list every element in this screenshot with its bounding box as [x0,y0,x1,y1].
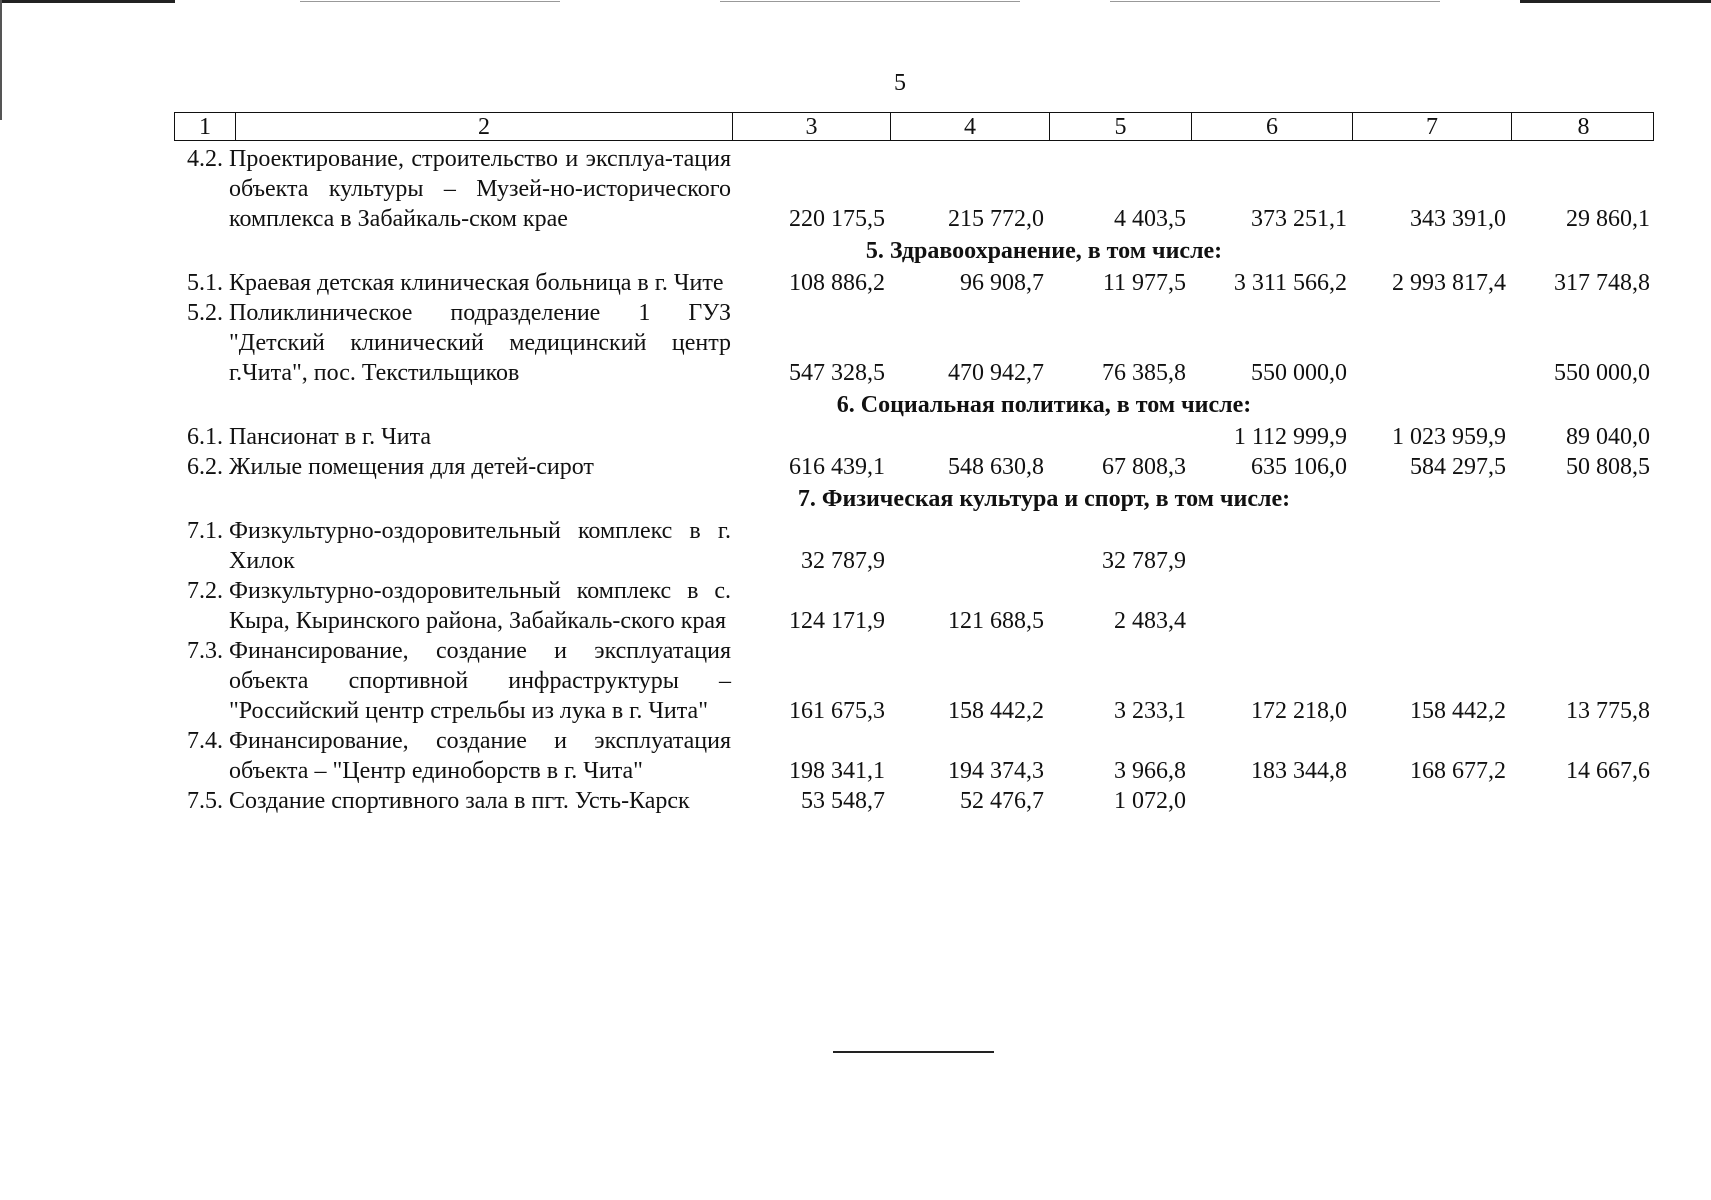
row-number: 5.2. [187,300,223,326]
object-name: Создание спортивного зала в пгт. Усть-Карск [229,788,690,814]
row-number: 6.2. [187,454,223,480]
column-header: 8 [1511,113,1655,141]
amount-cell: 1 112 999,9 [1233,424,1347,450]
amount-cell: 317 748,8 [1554,270,1650,296]
amount-cell: 76 385,8 [1102,360,1186,386]
table-row [174,422,1654,452]
column-header: 1 [199,114,211,140]
amount-cell: 3 233,1 [1114,698,1186,724]
amount-cell: 29 860,1 [1566,206,1650,232]
page-number: 5 [894,70,906,96]
amount-cell: 3 966,8 [1114,758,1186,784]
amount-cell: 2 993 817,4 [1392,270,1506,296]
object-name: Финансирование, создание и эксплуатация объекта спортивной инфраструктуры – "Российский центр стрельбы из лука в г. Чита" [229,638,731,724]
amount-cell: 168 677,2 [1410,758,1506,784]
scan-edge-dash [1110,1,1440,2]
amount-cell: 108 886,2 [789,270,885,296]
object-name: Проектирование, строительство и эксплуа-тация объекта культуры – Музей-но-исторического комплекса в Забайкаль-ском крае [229,146,731,232]
section-heading [174,482,1654,516]
row-number: 5.1. [187,270,223,296]
amount-cell: 470 942,7 [948,360,1044,386]
amount-cell: 547 328,5 [789,360,885,386]
table-row [174,726,1654,786]
amount-cell: 158 442,2 [1410,698,1506,724]
amount-cell: 11 977,5 [1102,270,1186,296]
table-row [174,268,1654,298]
scan-edge-line [0,0,175,3]
end-of-document-rule [833,1051,994,1053]
table-row [174,452,1654,482]
row-number: 7.3. [187,638,223,664]
amount-cell: 14 667,6 [1566,758,1650,784]
table-header-row [174,112,1654,141]
amount-cell: 53 548,7 [801,788,885,814]
object-name: Поликлиническое подразделение 1 ГУЗ "Детский клинический медицинский центр г.Чита", пос. Текстильщиков [229,300,731,386]
amount-cell: 89 040,0 [1566,424,1650,450]
amount-cell: 1 072,0 [1114,788,1186,814]
amount-cell: 220 175,5 [789,206,885,232]
row-number: 7.2. [187,578,223,604]
row-number: 7.5. [187,788,223,814]
amount-cell: 121 688,5 [948,608,1044,634]
amount-cell: 67 808,3 [1102,454,1186,480]
column-header: 2 [235,113,732,141]
amount-cell: 158 442,2 [948,698,1044,724]
amount-cell: 550 000,0 [1251,360,1347,386]
column-header: 5 [1049,113,1191,141]
budget-table-body [174,144,1654,816]
scan-edge-line [1520,0,1711,3]
amount-cell: 1 023 959,9 [1392,424,1506,450]
amount-cell: 183 344,8 [1251,758,1347,784]
amount-cell: 172 218,0 [1251,698,1347,724]
section-heading [174,234,1654,268]
table-row [174,144,1654,234]
amount-cell: 3 311 566,2 [1233,270,1347,296]
table-row [174,636,1654,726]
object-name: Финансирование, создание и эксплуатация объекта – "Центр единоборств в г. Чита" [229,728,731,784]
amount-cell: 215 772,0 [948,206,1044,232]
amount-cell: 4 403,5 [1114,206,1186,232]
amount-cell: 373 251,1 [1251,206,1347,232]
amount-cell: 13 775,8 [1566,698,1650,724]
table-row [174,576,1654,636]
section-heading [174,388,1654,422]
amount-cell: 548 630,8 [948,454,1044,480]
amount-cell: 124 171,9 [789,608,885,634]
section-title: 5. Здравоохранение, в том числе: [865,238,1223,264]
amount-cell: 550 000,0 [1554,360,1650,386]
amount-cell: 52 476,7 [960,788,1044,814]
amount-cell: 32 787,9 [1102,548,1186,574]
amount-cell: 50 808,5 [1566,454,1650,480]
amount-cell: 343 391,0 [1410,206,1506,232]
table-row [174,298,1654,388]
table-row [174,516,1654,576]
object-name: Краевая детская клиническая больница в г. Чите [229,270,724,296]
object-name: Физкультурно-оздоровительный комплекс в г. Хилок [229,518,731,574]
scan-edge-dash [720,1,1020,2]
amount-cell: 161 675,3 [789,698,885,724]
amount-cell: 2 483,4 [1114,608,1186,634]
row-number: 4.2. [187,146,223,172]
table-row [174,786,1654,816]
amount-cell: 194 374,3 [948,758,1044,784]
amount-cell: 198 341,1 [789,758,885,784]
column-header: 7 [1352,113,1511,141]
row-number: 7.4. [187,728,223,754]
column-header: 6 [1191,113,1352,141]
scan-edge-dash [300,1,560,2]
object-name: Жилые помещения для детей-сирот [229,454,594,480]
row-number: 6.1. [187,424,223,450]
object-name: Физкультурно-оздоровительный комплекс в с. Кыра, Кыринского района, Забайкаль-ского края [229,578,731,634]
amount-cell: 616 439,1 [789,454,885,480]
column-header: 4 [890,113,1049,141]
amount-cell: 635 106,0 [1251,454,1347,480]
amount-cell: 584 297,5 [1410,454,1506,480]
section-title: 7. Физическая культура и спорт, в том числе: [797,486,1291,512]
amount-cell: 96 908,7 [960,270,1044,296]
section-title: 6. Социальная политика, в том числе: [836,392,1252,418]
object-name: Пансионат в г. Чита [229,424,432,450]
scan-edge-mark [0,0,2,120]
column-header: 3 [732,113,890,141]
row-number: 7.1. [187,518,223,544]
amount-cell: 32 787,9 [801,548,885,574]
